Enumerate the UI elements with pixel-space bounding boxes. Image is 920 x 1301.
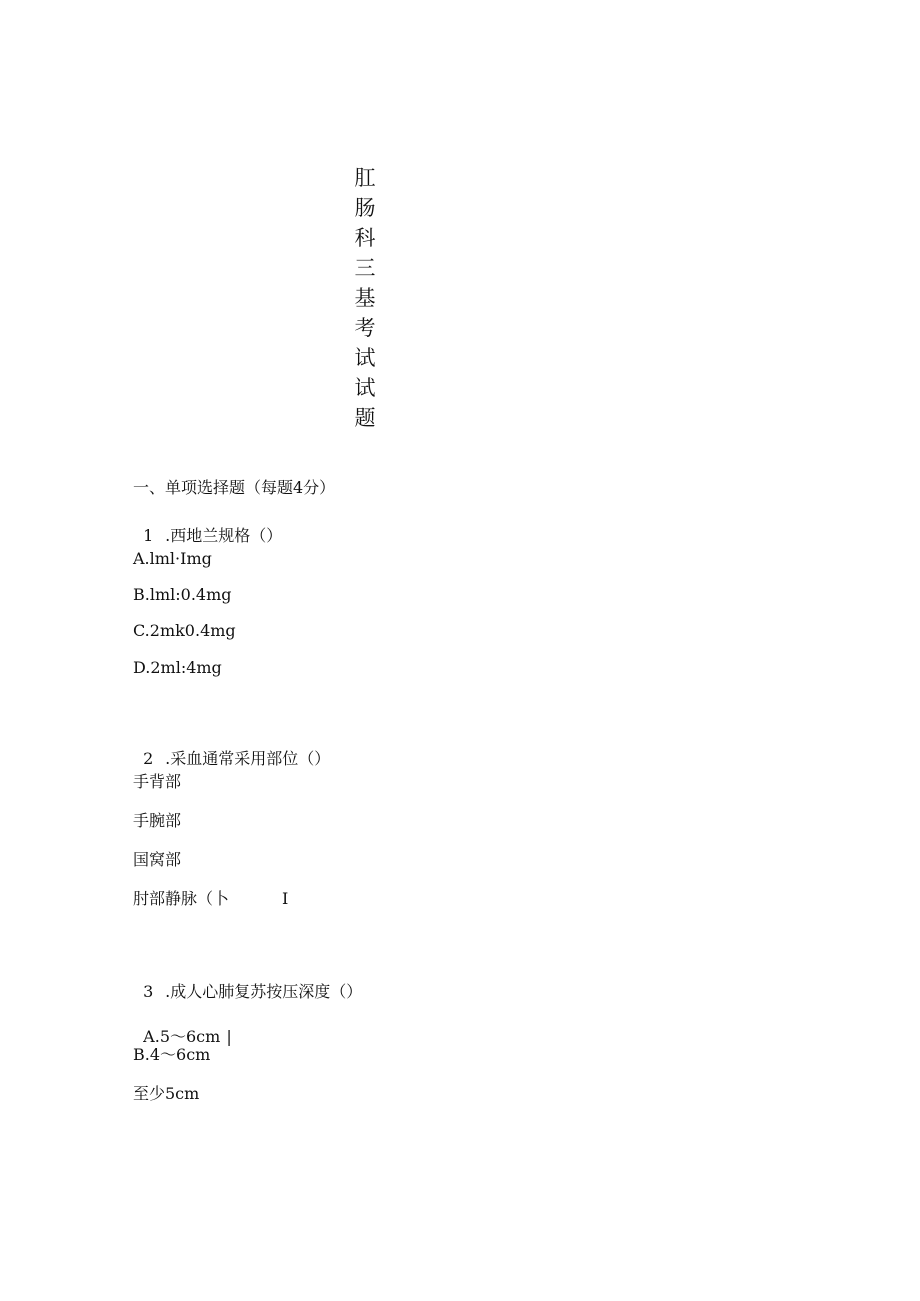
title-char: 题 [354, 406, 376, 430]
option-3a [133, 1007, 232, 1047]
question-number: 2 [143, 749, 154, 768]
option-1d: D.2ml:4mg [133, 658, 222, 677]
option-3b: B.4～6cm [133, 1045, 211, 1064]
question-number: 1 [143, 526, 154, 545]
option-1b: B.lml:0.4mg [133, 585, 232, 604]
title-char: 三 [354, 256, 376, 280]
option-2d: 肘部静脉（卜 [133, 889, 230, 908]
section-heading: 一、单项选择题（每题4分） [133, 478, 336, 497]
question-number: 3 [143, 982, 154, 1001]
option-text: A.5～6cm [143, 1027, 221, 1046]
option-1c: C.2mk0.4mg [133, 621, 236, 640]
title-char: 科 [354, 226, 376, 250]
option-2a: 手背部 [133, 772, 182, 791]
question-3 [133, 962, 362, 1002]
question-2 [133, 729, 330, 769]
stray-mark: I [282, 889, 289, 908]
title-char: 肠 [354, 196, 376, 220]
document-title [350, 163, 380, 433]
title-char: 试 [354, 376, 376, 400]
question-text: .西地兰规格（） [165, 526, 283, 545]
title-char: 肛 [354, 166, 376, 190]
stray-mark: | [226, 1027, 232, 1046]
question-1 [133, 506, 282, 546]
question-text: .成人心肺复苏按压深度（） [165, 982, 363, 1001]
title-char: 基 [354, 286, 376, 310]
question-text: .采血通常采用部位（） [165, 749, 331, 768]
title-char: 试 [354, 346, 376, 370]
option-3c: 至少5cm [133, 1084, 200, 1103]
option-2b: 手腕部 [133, 811, 182, 830]
title-char: 考 [354, 316, 376, 340]
option-2c: 国窝部 [133, 850, 182, 869]
option-1a: A.lml·Img [133, 549, 212, 568]
